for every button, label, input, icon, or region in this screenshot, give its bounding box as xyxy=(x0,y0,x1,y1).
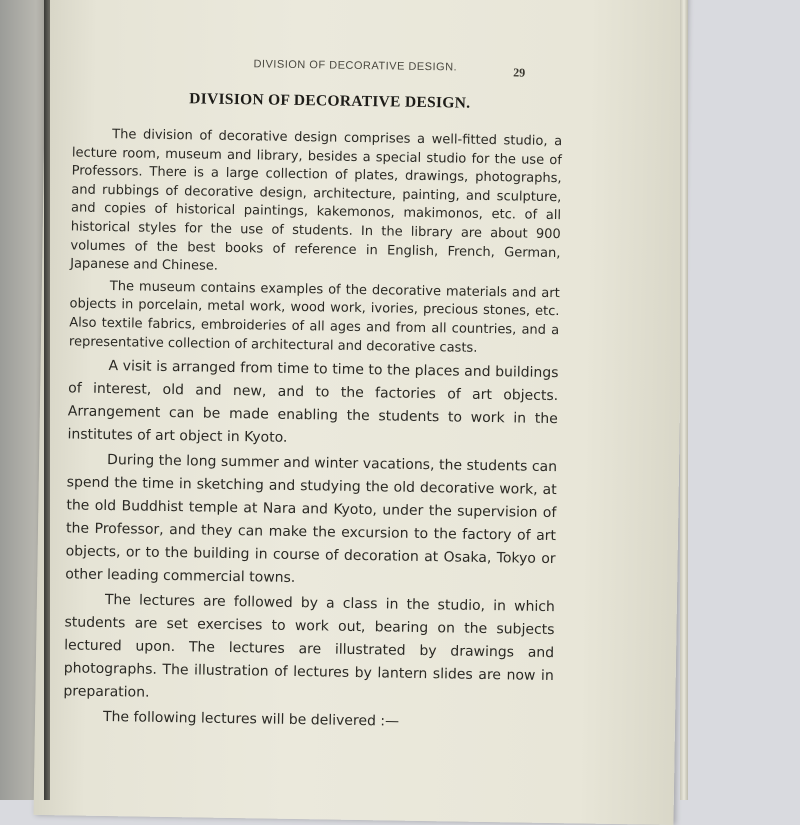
paragraph-following-lectures: The following lectures will be delivered :— xyxy=(102,709,400,730)
page-edge xyxy=(680,0,688,800)
paragraph-library: The division of decorative design comprises a well-fitted studio, a lecture room, museum and library, besides a special studio for the use of Professors. There is a large collection of plates, drawings, photographs, and rubbings of decorative design, architecture, painting, and sculpture, and copies of historical paintings, kakemonos, makimonos, etc. of all historical styles for the use of students. In the library are about 900 volumes of the best books of reference in English, French, German, Japanese and Chinese. xyxy=(70,127,563,274)
paragraph-lectures: The lectures are followed by a class in the studio, in which students are set exercises to work out, bearing on the subjects lectured upon. The lectures are illustrated by drawings and photographs. The illustration of lectures by lantern slides are now in preparation. xyxy=(63,592,555,701)
book-page xyxy=(34,0,687,825)
paragraph-vacations: During the long summer and winter vacations, the students can spend the time in sketching and studying the old decorative work, at the old Buddhist temple at Nara and Kyoto, under the supervision of the Professor, and they can make the excursion to the factory of art objects, or to the building in course of decoration at Osaka, Tokyo or other leading commercial towns. xyxy=(65,452,558,587)
section-title: DIVISION OF DECORATIVE DESIGN. xyxy=(189,90,471,112)
paragraph-visits: A visit is arranged from time to time to the places and buildings of interest, old and new, and to the factories of art objects. Arrangement can be made enabling the students to work in the institutes of art object in Kyoto. xyxy=(67,358,559,446)
book-spine xyxy=(44,0,50,800)
body-text xyxy=(63,125,562,738)
paragraph-museum: The museum contains examples of the decorative materials and art objects in porcelain, metal work, wood work, ivories, precious stones, etc. Also textile fabrics, embroideries of all ages and from all countries, and a representative collection of architectural and decorative casts. xyxy=(68,278,560,356)
page-number: 29 xyxy=(513,65,526,80)
running-head: DIVISION OF DECORATIVE DESIGN. xyxy=(253,58,458,74)
